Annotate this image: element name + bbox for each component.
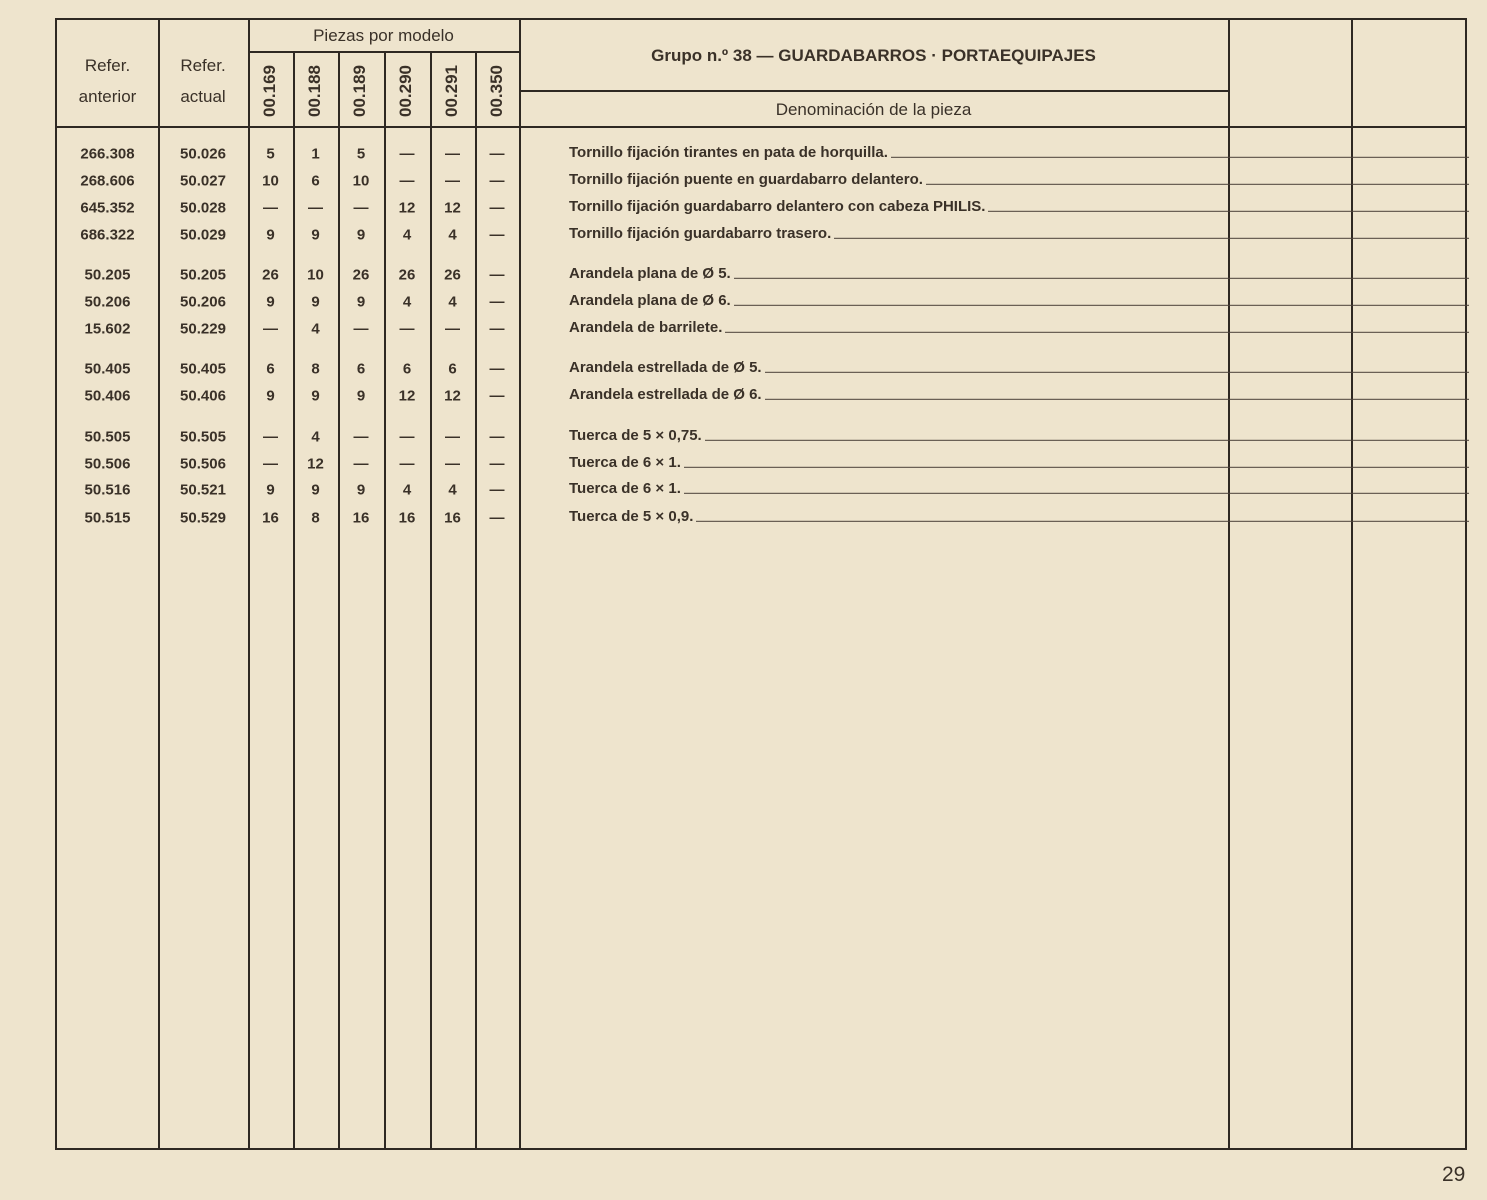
quantity: — (399, 145, 415, 163)
leader-line (891, 157, 1469, 158)
quantity: — (489, 320, 505, 338)
quantity: 9 (356, 481, 366, 499)
quantity: 9 (356, 226, 366, 244)
quantity: — (489, 387, 505, 405)
model-label: 00.291 (442, 65, 461, 117)
quantity: — (489, 428, 505, 446)
quantity: 10 (307, 266, 324, 284)
quantity: — (263, 428, 278, 446)
quantity: — (353, 320, 369, 338)
divider (519, 90, 1228, 92)
leader-line (734, 305, 1469, 306)
ref-anterior: 266.308 (80, 145, 135, 163)
divider (1228, 20, 1230, 1148)
quantity: 4 (402, 226, 412, 244)
leader-line (696, 521, 1469, 522)
quantity: 4 (311, 320, 320, 338)
leader-line (725, 332, 1469, 333)
quantity: 16 (352, 509, 370, 527)
part-description-row (569, 359, 1469, 376)
ref-actual: 50.529 (180, 509, 226, 527)
ref-anterior: 15.602 (84, 320, 131, 338)
model-header (338, 56, 382, 126)
quantity: 4 (448, 481, 457, 499)
quantity: — (489, 226, 505, 244)
quantity: 6 (356, 360, 366, 378)
quantity: — (399, 172, 415, 190)
quantity: — (489, 360, 505, 378)
quantity: — (445, 145, 460, 163)
part-description: Tornillo fijación guardabarro delantero con cabeza PHILIS. (569, 197, 986, 215)
ref-anterior: 50.505 (84, 428, 131, 446)
quantity: — (445, 320, 460, 338)
divider (519, 20, 521, 1148)
part-description-row (569, 198, 1469, 215)
quantity: — (489, 293, 505, 311)
quantity: 12 (398, 199, 416, 217)
quantity: 9 (356, 293, 366, 311)
ref-actual: 50.029 (180, 226, 226, 244)
quantity: 8 (311, 360, 320, 378)
group-title: Grupo n.º 38 — GUARDABARROS · PORTAEQUIPAJES (651, 46, 1096, 65)
ref-actual: 50.406 (180, 387, 226, 405)
piezas-header: Piezas por modelo (313, 26, 454, 45)
quantity: — (489, 481, 505, 499)
quantity: 26 (262, 266, 279, 284)
quantity: 9 (311, 293, 320, 311)
model-label: 00.290 (396, 65, 415, 117)
ref-anterior: 50.206 (84, 293, 131, 311)
parts-table (55, 18, 1467, 1150)
ref-actual: 50.028 (180, 199, 226, 217)
denominacion-header: Denominación de la pieza (775, 100, 972, 119)
leader-line (684, 493, 1469, 494)
part-description-row (569, 144, 1469, 161)
leader-line (705, 440, 1469, 441)
model-header (293, 56, 337, 126)
ref-actual: 50.026 (180, 145, 226, 163)
part-description: Tornillo fijación puente en guardabarro delantero. (569, 170, 923, 188)
quantity: 16 (262, 509, 279, 527)
part-description: Tuerca de 5 × 0,75. (569, 426, 702, 444)
quantity: 26 (352, 266, 370, 284)
ref-anterior: 50.506 (84, 455, 131, 473)
quantity: 1 (311, 145, 320, 163)
quantity: 12 (398, 387, 416, 405)
quantity: 10 (352, 172, 370, 190)
quantity: 4 (402, 481, 412, 499)
quantity: — (445, 455, 460, 473)
leader-line (988, 211, 1469, 212)
leader-line (926, 184, 1469, 185)
part-description-row (569, 480, 1469, 497)
quantity: — (399, 455, 415, 473)
quantity: 4 (311, 428, 320, 446)
model-label: 00.188 (305, 65, 324, 117)
ref-actual: 50.229 (180, 320, 226, 338)
ref-actual: 50.205 (180, 266, 226, 284)
quantity: 9 (311, 387, 320, 405)
ref-actual: 50.521 (180, 481, 226, 499)
quantity: — (353, 455, 369, 473)
quantity: 5 (356, 145, 366, 163)
part-description: Tuerca de 5 × 0,9. (569, 507, 694, 525)
quantity: — (353, 428, 369, 446)
quantity: 12 (307, 455, 324, 473)
quantity: — (489, 266, 505, 284)
quantity: — (399, 428, 415, 446)
quantity: — (263, 455, 278, 473)
ref-actual: 50.506 (180, 455, 226, 473)
quantity: — (489, 199, 505, 217)
part-description-row (569, 386, 1469, 403)
ref-anterior: 50.516 (84, 481, 131, 499)
quantity: — (489, 145, 505, 163)
ref-anterior-header: Refer. anterior (78, 56, 137, 106)
leader-line (834, 238, 1469, 239)
ref-actual: 50.027 (180, 172, 226, 190)
quantity: 6 (311, 172, 320, 190)
quantity: — (489, 455, 505, 473)
ref-anterior: 50.406 (84, 387, 131, 405)
quantity: 4 (402, 293, 412, 311)
quantity: 16 (398, 509, 416, 527)
part-description-row (569, 427, 1469, 444)
quantity: 6 (448, 360, 457, 378)
quantity: 12 (444, 387, 461, 405)
part-description-row (569, 225, 1469, 242)
leader-line (684, 467, 1469, 468)
model-header (475, 56, 519, 126)
leader-line (734, 278, 1469, 279)
quantity: — (353, 199, 369, 217)
quantity: 9 (266, 387, 275, 405)
leader-line (765, 372, 1469, 373)
quantity: 9 (311, 226, 320, 244)
part-description-row (569, 508, 1469, 525)
ref-actual: 50.405 (180, 360, 226, 378)
quantity: — (308, 199, 323, 217)
model-header (430, 56, 474, 126)
quantity: 9 (266, 293, 275, 311)
ref-anterior: 50.205 (84, 266, 131, 284)
quantity: 9 (266, 226, 275, 244)
quantity: 6 (266, 360, 275, 378)
quantity: 26 (398, 266, 416, 284)
ref-actual: 50.206 (180, 293, 226, 311)
divider (248, 51, 519, 53)
model-header (248, 56, 292, 126)
ref-actual: 50.505 (180, 428, 226, 446)
ref-anterior: 268.606 (80, 172, 135, 190)
part-description: Arandela de barrilete. (569, 318, 723, 336)
quantity: 16 (444, 509, 461, 527)
ref-actual-header: Refer. actual (180, 56, 226, 106)
header-divider (57, 126, 1465, 128)
quantity: — (445, 428, 460, 446)
ref-anterior: 50.515 (84, 509, 131, 527)
part-description-row (569, 171, 1469, 188)
part-description: Arandela estrellada de Ø 5. (569, 358, 762, 376)
part-description-row (569, 292, 1469, 309)
quantity: 9 (311, 481, 320, 499)
ref-anterior: 50.405 (84, 360, 131, 378)
part-description-row (569, 454, 1469, 471)
part-description: Tuerca de 6 × 1. (569, 453, 681, 471)
part-description: Arandela plana de Ø 6. (569, 291, 731, 309)
quantity: 9 (356, 387, 366, 405)
quantity: — (399, 320, 415, 338)
quantity: — (263, 320, 278, 338)
part-description: Arandela estrellada de Ø 6. (569, 385, 762, 403)
quantity: 5 (266, 145, 275, 163)
part-description: Arandela plana de Ø 5. (569, 264, 731, 282)
model-label: 00.350 (487, 65, 506, 117)
quantity: 12 (444, 199, 461, 217)
ref-anterior: 645.352 (80, 199, 135, 217)
quantity: 8 (311, 509, 320, 527)
quantity: 26 (444, 266, 461, 284)
part-description-row (569, 319, 1469, 336)
model-label: 00.169 (260, 65, 279, 117)
quantity: 10 (262, 172, 279, 190)
ref-anterior: 686.322 (80, 226, 135, 244)
model-header (384, 56, 428, 126)
leader-line (765, 399, 1469, 400)
quantity: 6 (402, 360, 412, 378)
quantity: — (445, 172, 460, 190)
part-description-row (569, 265, 1469, 282)
part-description: Tornillo fijación tirantes en pata de horquilla. (569, 143, 888, 161)
quantity: 9 (266, 481, 275, 499)
part-description: Tuerca de 6 × 1. (569, 479, 681, 497)
quantity: 4 (448, 226, 457, 244)
quantity: — (489, 509, 505, 527)
part-description: Tornillo fijación guardabarro trasero. (569, 224, 832, 242)
quantity: — (489, 172, 505, 190)
quantity: 4 (448, 293, 457, 311)
quantity: — (263, 199, 278, 217)
page-number: 29 (1442, 1163, 1466, 1186)
divider (1351, 20, 1353, 1148)
model-label: 00.189 (350, 65, 369, 117)
